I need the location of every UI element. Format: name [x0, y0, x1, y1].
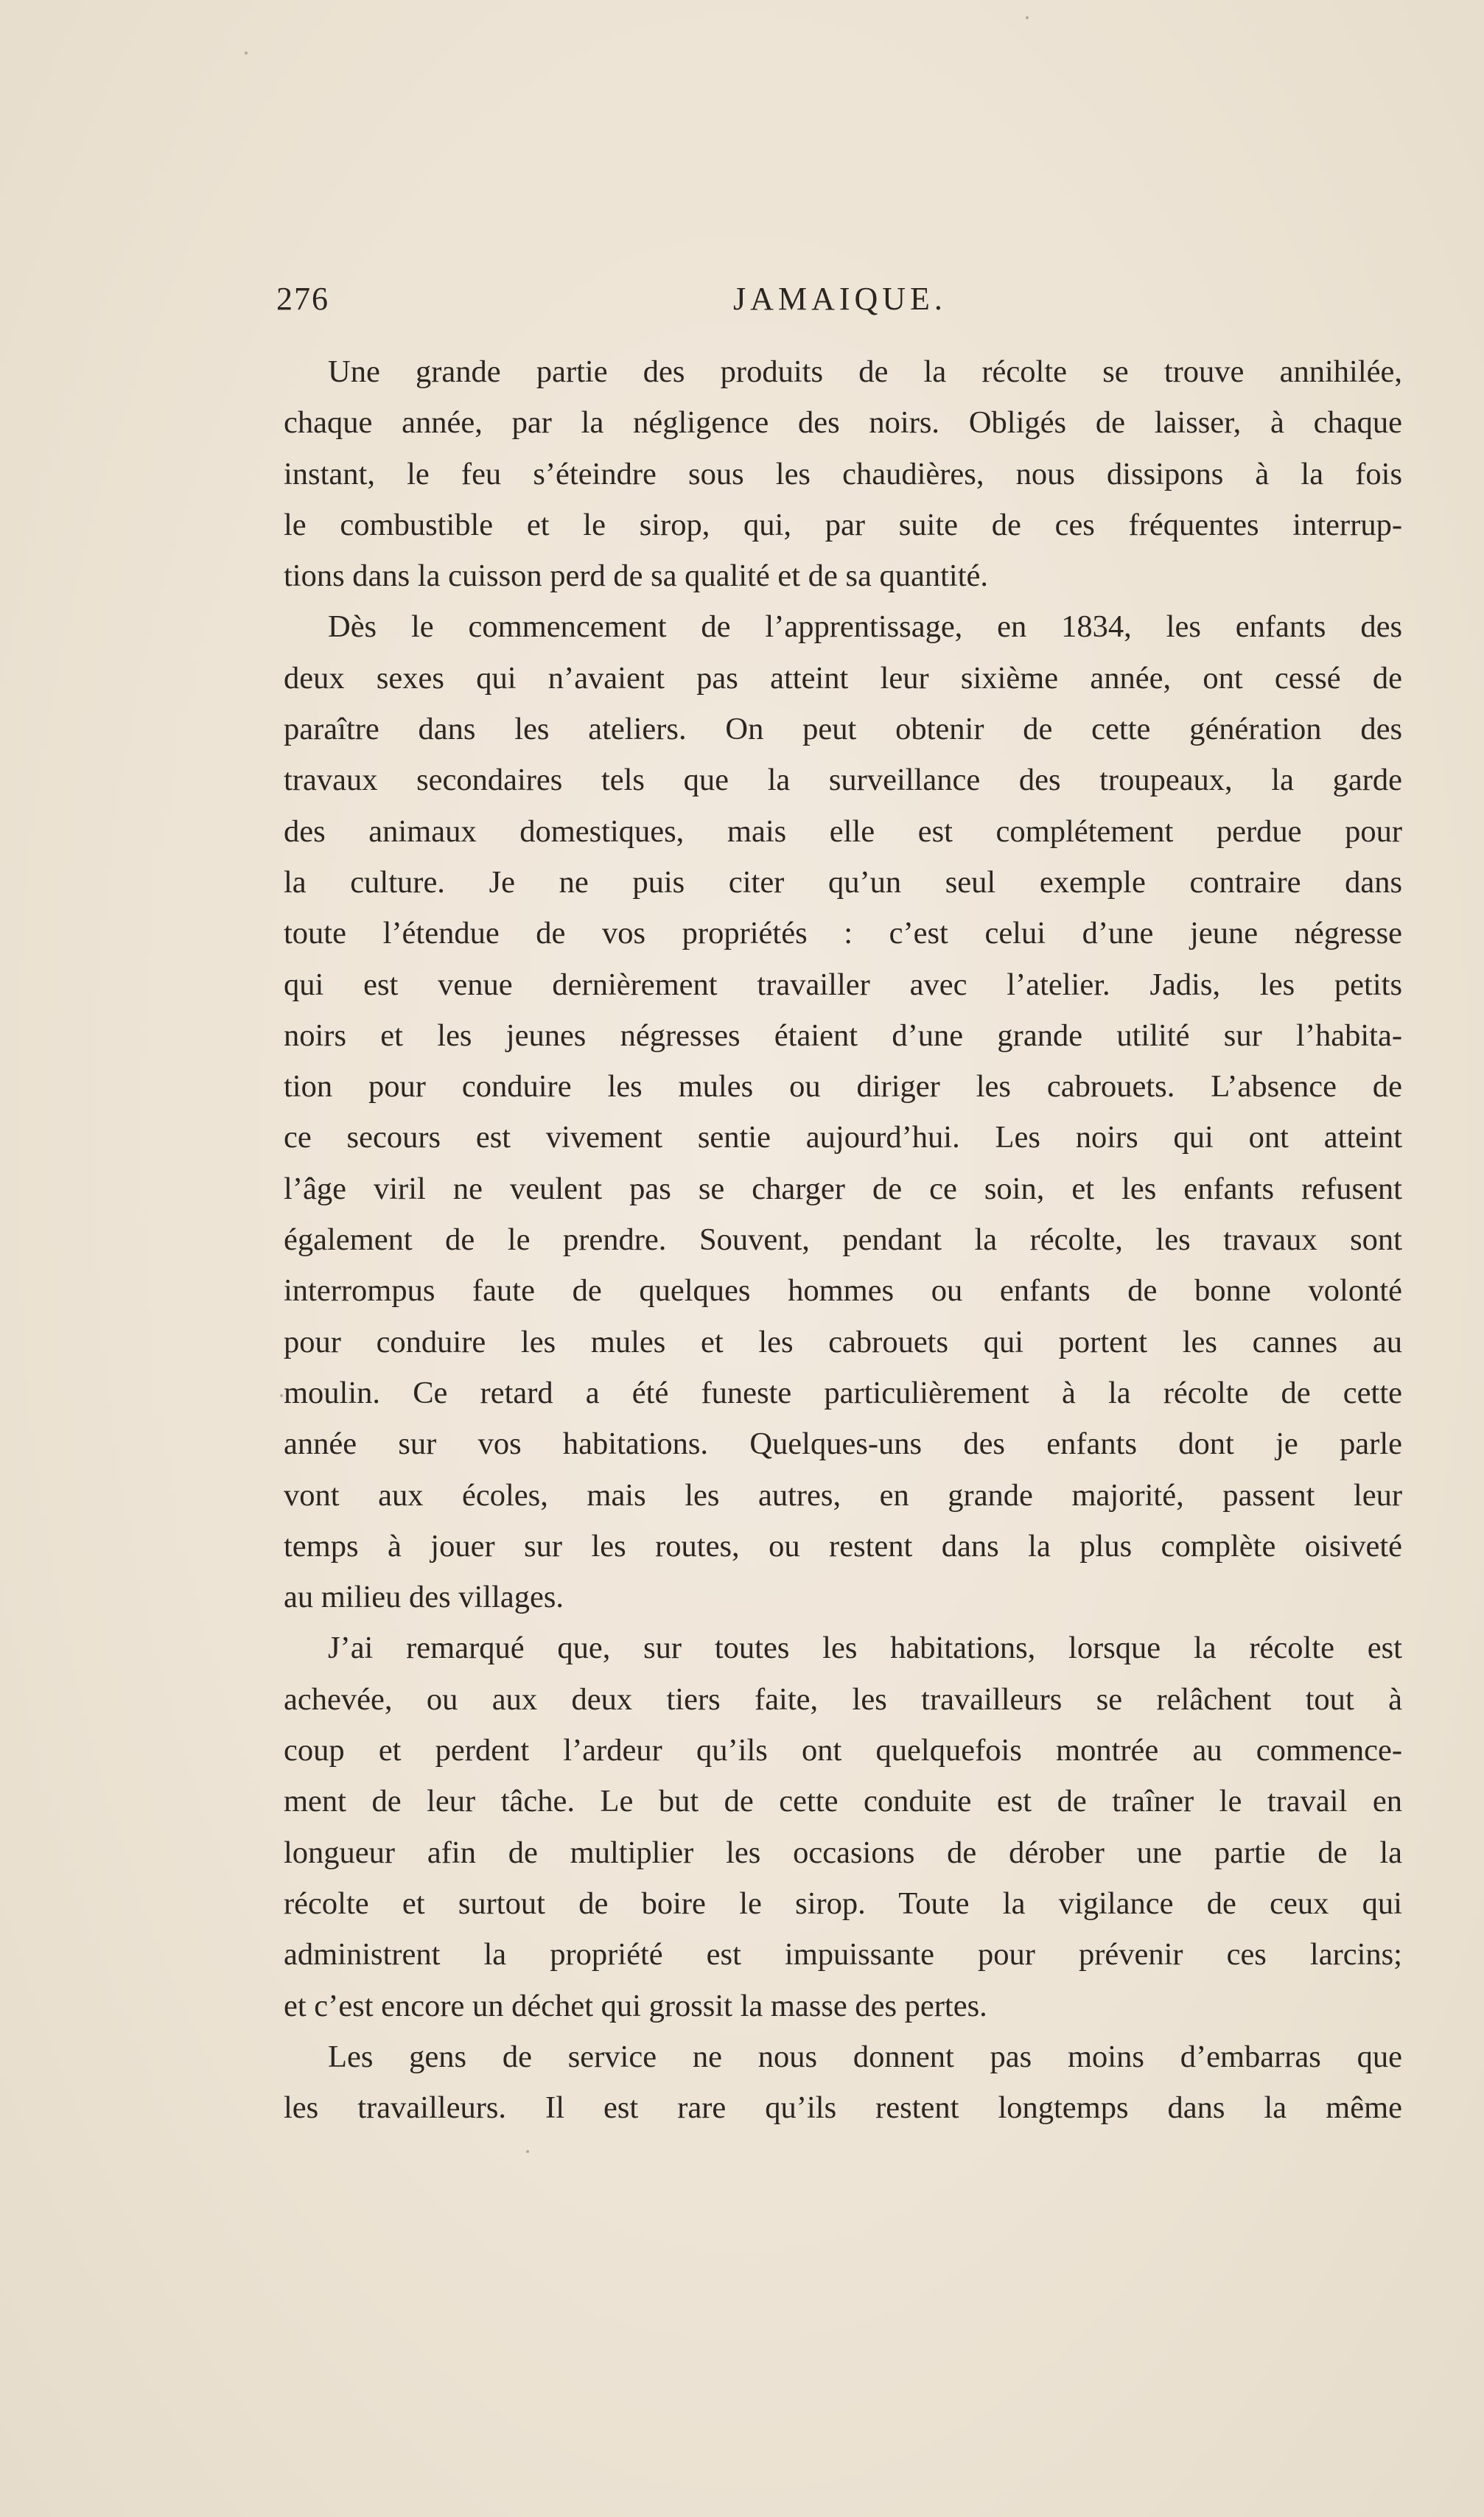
text-line: la culture. Je ne puis citer qu’un seul exemple contraire dans: [284, 864, 1402, 900]
text-line: des animaux domestiques, mais elle est complétement perdue pour: [284, 813, 1402, 849]
text-line: paraître dans les ateliers. On peut obtenir de cette génération des: [284, 712, 1402, 747]
text-line: administrent la propriété est impuissante pour prévenir ces larcins;: [284, 1937, 1402, 1972]
paragraph-1: [284, 346, 1402, 601]
text-line: J’ai remarqué que, sur toutes les habitations, lorsque la récolte est: [328, 1631, 1402, 1666]
text-line: Dès le commencement de l’apprentissage, en 1834, les enfants des: [328, 609, 1402, 645]
text-line: deux sexes qui n’avaient pas atteint leur sixième année, ont cessé de: [284, 660, 1402, 696]
text-line: ment de leur tâche. Le but de cette conduite est de traîner le travail en: [284, 1784, 1402, 1819]
text-line: temps à jouer sur les routes, ou restent dans la plus complète oisiveté: [284, 1528, 1402, 1564]
text-line: tion pour conduire les mules ou diriger les cabrouets. L’absence de: [284, 1069, 1402, 1105]
text-line: vont aux écoles, mais les autres, en grande majorité, passent leur: [284, 1477, 1402, 1513]
text-line: toute l’étendue de vos propriétés : c’est celui d’une jeune négresse: [284, 916, 1402, 951]
text-line: chaque année, par la négligence des noirs. Obligés de laisser, à chaque: [284, 405, 1402, 441]
paragraph-4: [284, 2031, 1402, 2134]
body-text: [284, 346, 1402, 2133]
text-line: pour conduire les mules et les cabrouets qui portent les cannes au: [284, 1324, 1402, 1359]
text-line: moulin. Ce retard a été funeste particulièrement à la récolte de cette: [284, 1375, 1402, 1410]
paragraph-2: [284, 601, 1402, 1622]
text-line: ce secours est vivement sentie aujourd’hui. Les noirs qui ont atteint: [284, 1120, 1402, 1155]
running-head: [276, 280, 1404, 332]
paper-speck: [280, 1394, 283, 1397]
text-line: instant, le feu s’éteindre sous les chaudières, nous dissipons à la fois: [284, 456, 1402, 491]
page-number: 276: [276, 281, 329, 317]
text-line: Les gens de service ne nous donnent pas moins d’embarras que: [328, 2039, 1402, 2074]
text-line: tions dans la cuisson perd de sa qualité et de sa quantité.: [284, 559, 989, 594]
text-line: noirs et les jeunes négresses étaient d’une grande utilité sur l’habita-: [284, 1018, 1402, 1053]
text-line: Une grande partie des produits de la récolte se trouve annihilée,: [328, 354, 1402, 389]
text-line: récolte et surtout de boire le sirop. Toute la vigilance de ceux qui: [284, 1886, 1402, 1921]
text-line: année sur vos habitations. Quelques-uns des enfants dont je parle: [284, 1426, 1402, 1462]
text-line: l’âge viril ne veulent pas se charger de ce soin, et les enfants refusent: [284, 1171, 1402, 1206]
text-line: également de le prendre. Souvent, pendant la récolte, les travaux sont: [284, 1222, 1402, 1258]
paper-speck: [245, 52, 248, 55]
text-line: les travailleurs. Il est rare qu’ils restent longtemps dans la même: [284, 2090, 1402, 2126]
text-line: achevée, ou aux deux tiers faite, les travailleurs se relâchent tout à: [284, 1681, 1402, 1717]
text-line: qui est venue dernièrement travailler avec l’atelier. Jadis, les petits: [284, 967, 1402, 1002]
text-line: coup et perdent l’ardeur qu’ils ont quelquefois montrée au commence-: [284, 1733, 1402, 1768]
paper-speck: [1026, 16, 1029, 19]
text-line: le combustible et le sirop, qui, par suite de ces fréquentes interrup-: [284, 507, 1402, 542]
paper-speck: [526, 2150, 529, 2153]
text-line: travaux secondaires tels que la surveillance des troupeaux, la garde: [284, 763, 1402, 798]
text-line: interrompus faute de quelques hommes ou enfants de bonne volonté: [284, 1273, 1402, 1309]
running-title: JAMAIQUE.: [733, 281, 947, 317]
text-line: au milieu des villages.: [284, 1580, 564, 1615]
text-line: longueur afin de multiplier les occasions de dérober une partie de la: [284, 1835, 1402, 1870]
paragraph-3: [284, 1622, 1402, 2031]
text-line: et c’est encore un déchet qui grossit la masse des pertes.: [284, 1988, 987, 2023]
